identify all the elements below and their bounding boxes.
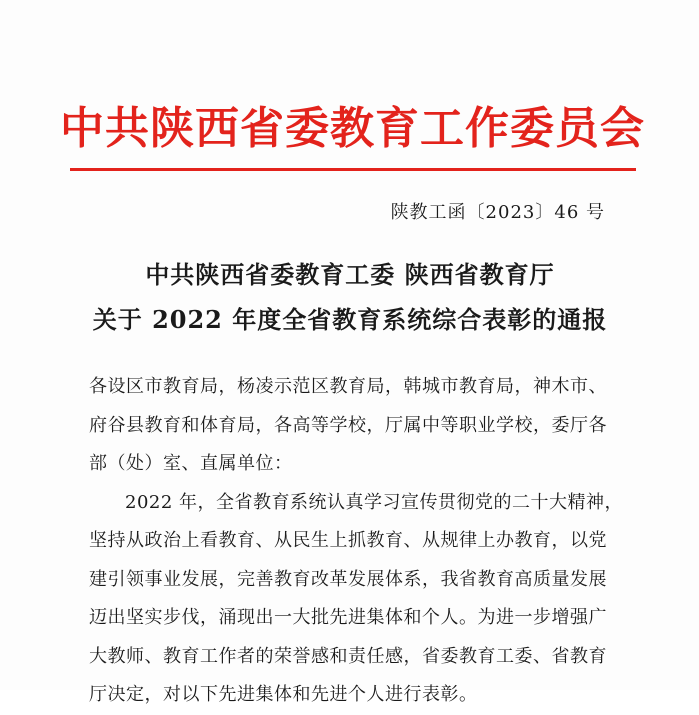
body-line: 府谷县教育和体育局，各高等学校，厅属中等职业学校，委厅各 — [89, 414, 607, 436]
body-line: 厅决定，对以下先进集体和先进个人进行表彰。 — [89, 684, 478, 705]
body-line: 建引领事业发展，完善教育改革发展体系，我省教育高质量发展 — [89, 568, 607, 590]
body-line: 部（处）室、直属单位： — [89, 453, 293, 474]
letterhead-red-rule — [70, 168, 636, 171]
body-line: 各设区市教育局，杨凌示范区教育局，韩城市教育局，神木市、 — [89, 376, 607, 397]
document-number: 陕教工函〔2023〕46 号 — [390, 202, 605, 223]
body-line: 坚持从政治上看教育、从民生上抓教育、从规律上办教育，以党 — [89, 530, 607, 551]
body-line: 大教师、教育工作者的荣誉感和责任感，省委教育工委、省教育 — [89, 645, 607, 667]
document-title — [40, 252, 660, 342]
letterhead-title: 中共陕西省委教育工作委员会 — [60, 103, 645, 154]
body-line: 迈出坚实步伐，涌现出一大批先进集体和个人。为进一步增强广 — [89, 607, 607, 628]
body-line: 2022 年，全省教育系统认真学习宣传贯彻党的二十大精神， — [125, 491, 624, 513]
title-line: 关于 2022 年度全省教育系统综合表彰的通报 — [92, 305, 608, 334]
title-line: 中共陕西省委教育工委 陕西省教育厅 — [145, 260, 555, 289]
document-body — [89, 368, 629, 715]
